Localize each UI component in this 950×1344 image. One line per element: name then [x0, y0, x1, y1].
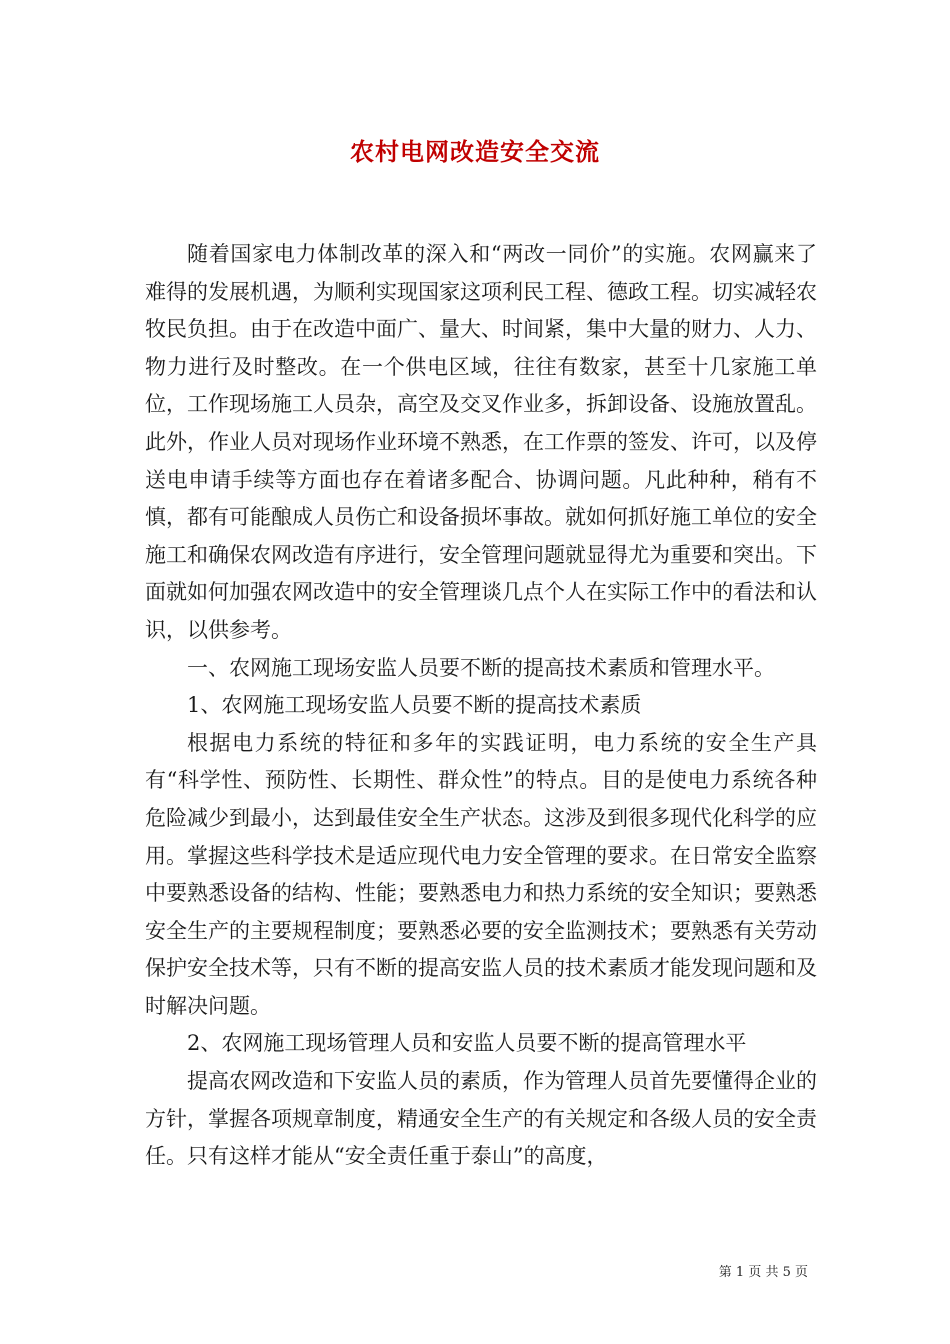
document-title: 农村电网改造安全交流	[350, 137, 600, 166]
document-body	[145, 236, 817, 1176]
paragraph-technical-quality: 根据电力系统的特征和多年的实践证明，电力系统的安全生产具有“科学性、预防性、长期性、群众性”的特点。目的是使电力系统各种危险减少到最小，达到最佳安全生产状态。这涉及到很多现代化科学的应用。掌握这些科学技术是适应现代电力安全管理的要求。在日常安全监察中要熟悉设备的结构、性能；要熟悉电力和热力系统的安全知识；要熟悉安全生产的主要规程制度；要熟悉必要的安全监测技术；要熟悉有关劳动保护安全技术等，只有不断的提高安监人员的技术素质才能发现问题和及时解决问题。	[145, 730, 817, 1018]
subsection-heading-1-1: 1、农网施工现场安监人员要不断的提高技术素质	[187, 693, 642, 718]
page-number-footer: 第 1 页 共 5 页	[718, 1265, 808, 1280]
paragraph-intro: 随着国家电力体制改革的深入和“两改一同价”的实施。农网赢来了难得的发展机遇，为顺利实现国家这项利民工程、德政工程。切实减轻农牧民负担。由于在改造中面广、量大、时间紧，集中大量的财力、人力、物力进行及时整改。在一个供电区域，往往有数家，甚至十几家施工单位，工作现场施工人员杂，高空及交叉作业多，拆卸设备、设施放置乱。此外，作业人员对现场作业环境不熟悉，在工作票的签发、许可，以及停送电申请手续等方面也存在着诸多配合、协调问题。凡此种种，稍有不慎，都有可能酿成人员伤亡和设备损坏事故。就如何抓好施工单位的安全施工和确保农网改造有序进行，安全管理问题就显得尤为重要和突出。下面就如何加强农网改造中的安全管理谈几点个人在实际工作中的看法和认识，以供参考。	[145, 242, 817, 642]
paragraph-management-level: 提高农网改造和下安监人员的素质，作为管理人员首先要懂得企业的方针，掌握各项规章制度，精通安全生产的有关规定和各级人员的安全责任。只有这样才能从“安全责任重于泰山”的高度，	[145, 1069, 817, 1169]
subsection-heading-1-2: 2、农网施工现场管理人员和安监人员要不断的提高管理水平	[187, 1031, 747, 1056]
section-heading-1: 一、农网施工现场安监人员要不断的提高技术素质和管理水平。	[187, 655, 775, 680]
